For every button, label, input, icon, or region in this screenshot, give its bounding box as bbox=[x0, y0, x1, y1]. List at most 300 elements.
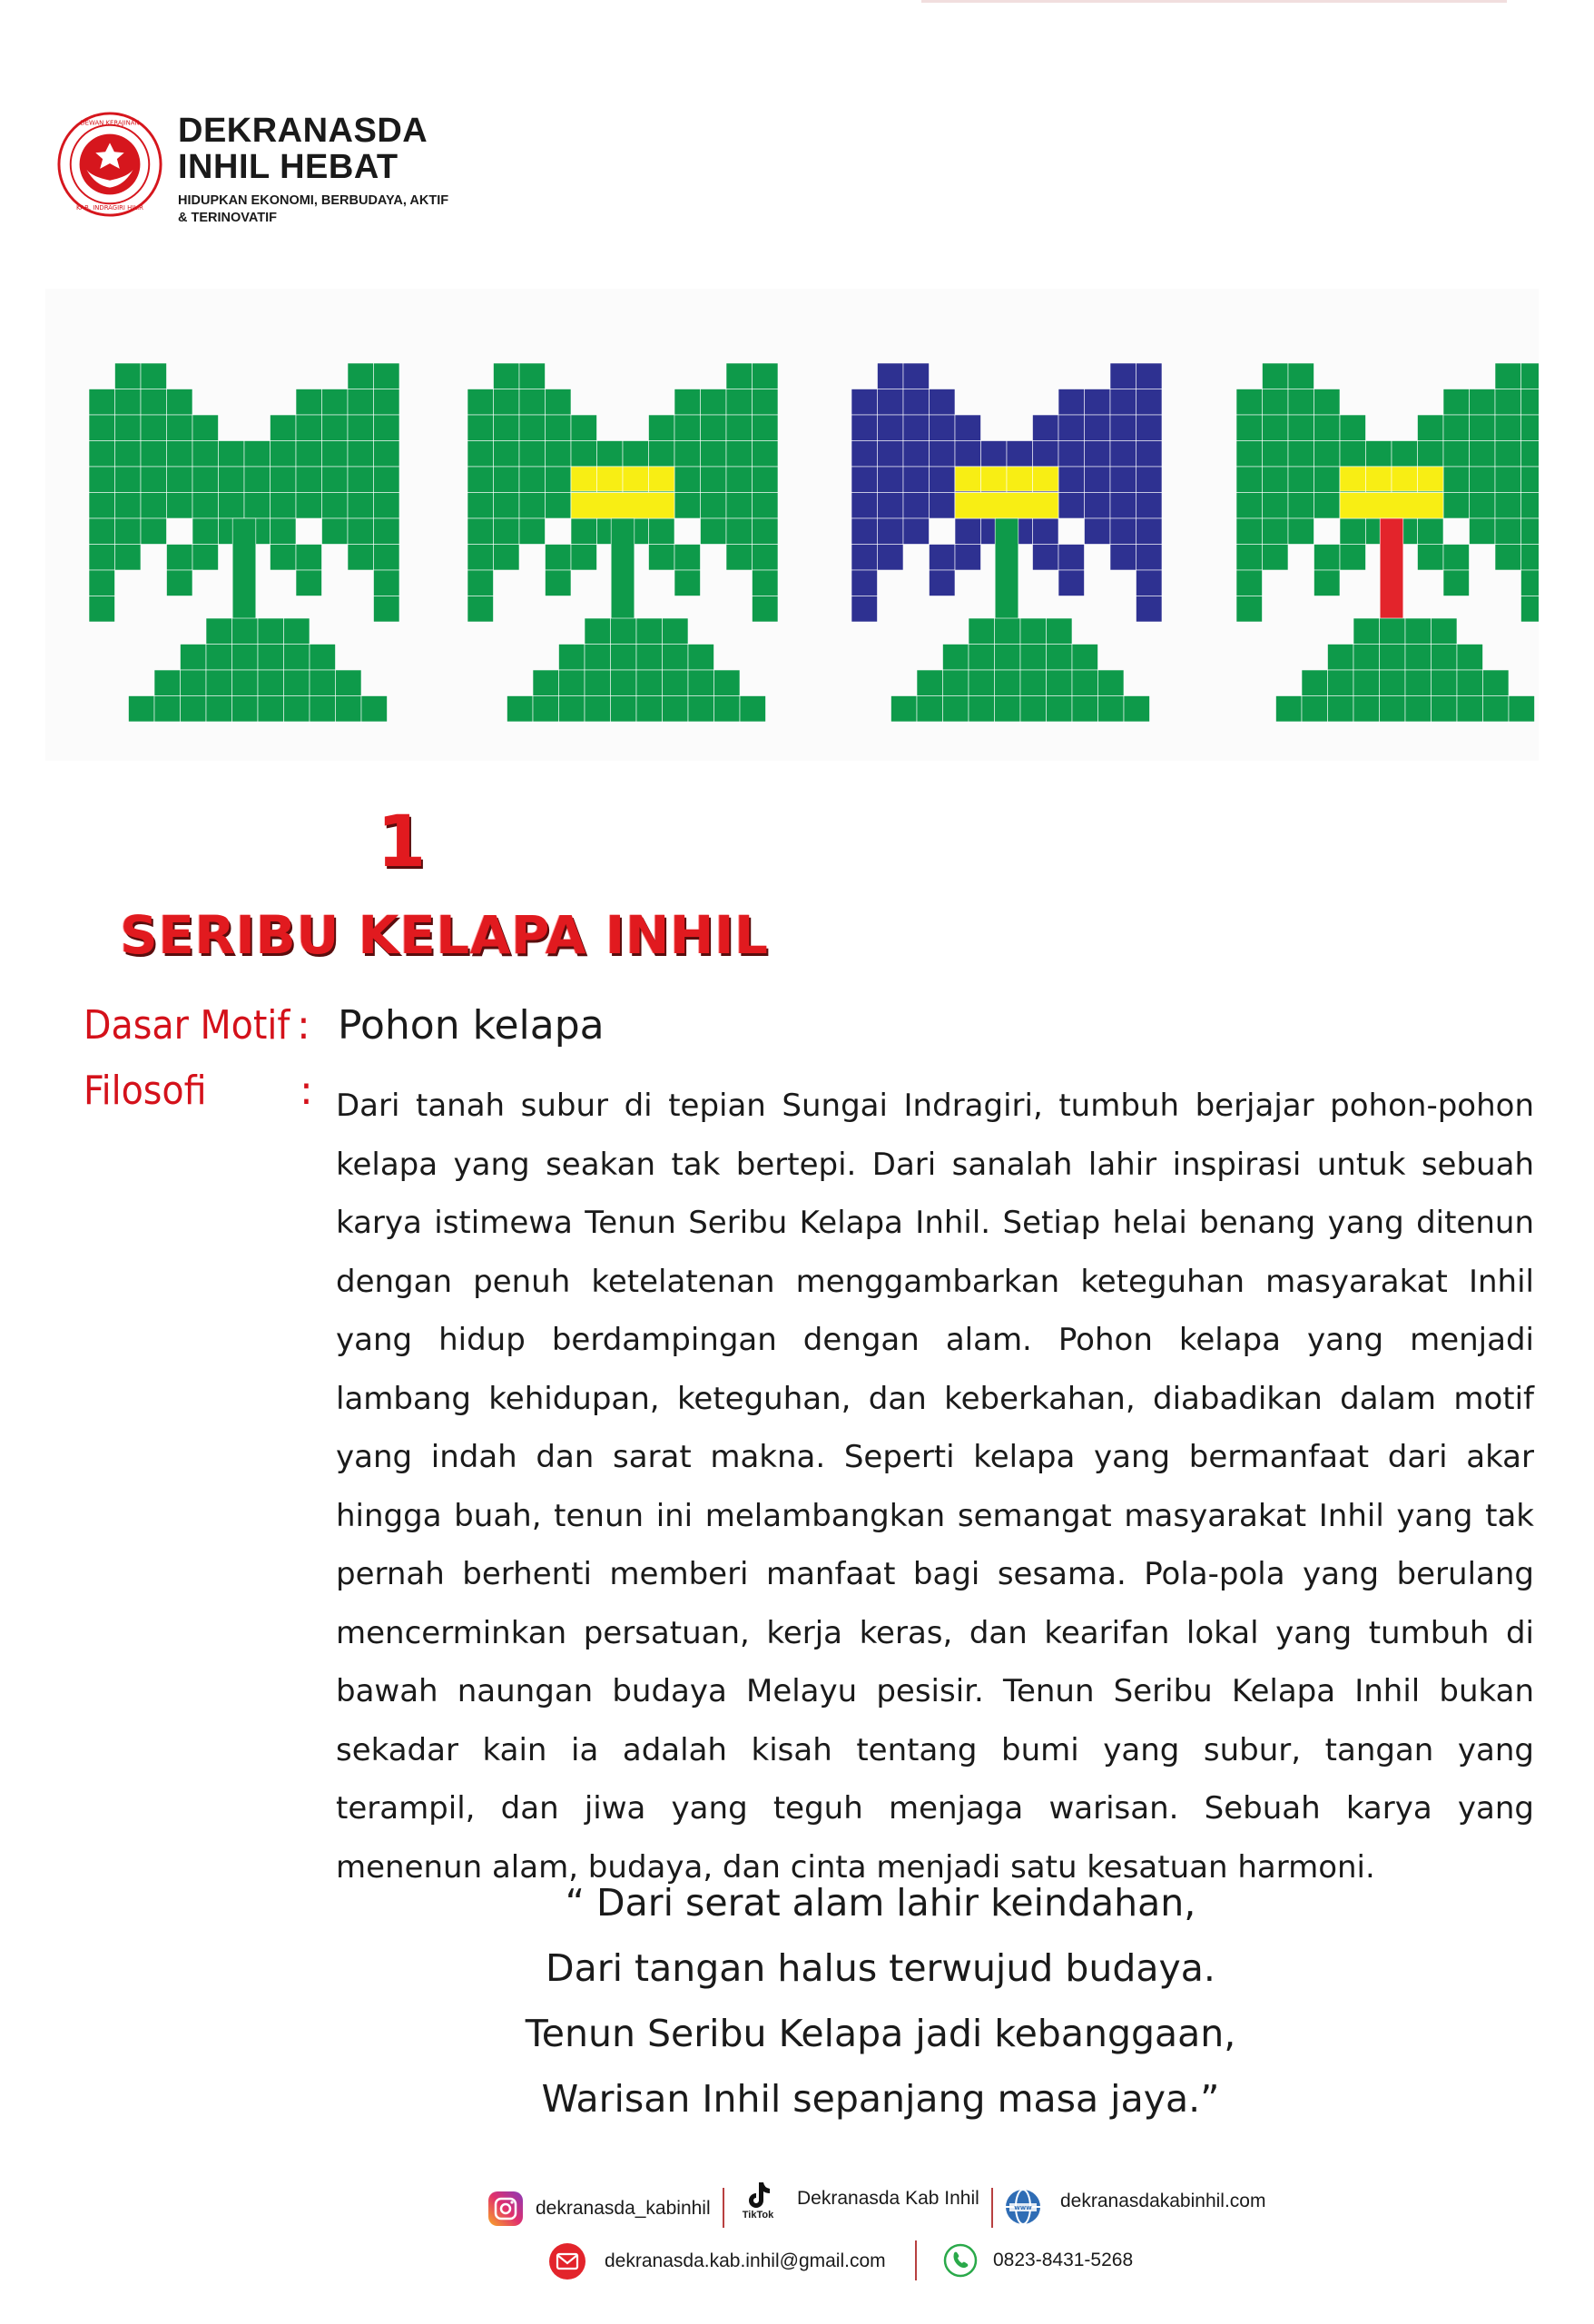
palm-frond-cell bbox=[878, 518, 904, 545]
palm-frond-cell bbox=[726, 545, 753, 571]
phone-contact[interactable] bbox=[942, 2242, 1133, 2279]
palm-frond-cell bbox=[1263, 389, 1289, 416]
palm-frond-cell bbox=[467, 467, 494, 493]
palm-frond-cell bbox=[1418, 415, 1444, 441]
palm-frond-cell bbox=[1058, 493, 1085, 519]
palm-ground-cell bbox=[611, 618, 637, 645]
palm-frond-cell bbox=[219, 493, 245, 519]
palm-ground-cell bbox=[1098, 670, 1125, 696]
palm-frond-cell bbox=[494, 545, 520, 571]
palm-frond-cell bbox=[597, 441, 624, 468]
palm-ground-cell bbox=[1047, 618, 1073, 645]
palm-frond-cell bbox=[348, 467, 374, 493]
palm-frond-cell bbox=[1136, 363, 1163, 389]
palm-frond-cell bbox=[192, 415, 219, 441]
palm-frond-cell bbox=[1443, 493, 1470, 519]
palm-frond-cell bbox=[1033, 415, 1059, 441]
palm-ground-cell bbox=[181, 670, 207, 696]
palm-frond-cell bbox=[89, 570, 115, 596]
palm-frond-cell bbox=[115, 518, 142, 545]
motif-number: 1 bbox=[377, 802, 427, 883]
palm-ground-cell bbox=[361, 696, 388, 723]
palm-frond-cell bbox=[115, 441, 142, 468]
palm-frond-cell bbox=[701, 467, 727, 493]
palm-frond-cell bbox=[571, 545, 597, 571]
palm-frond-cell bbox=[1136, 518, 1163, 545]
palm-frond-cell bbox=[322, 415, 349, 441]
palm-frond-cell bbox=[192, 441, 219, 468]
palm-ground-cell bbox=[917, 670, 943, 696]
palm-frond-cell bbox=[753, 518, 779, 545]
palm-frond-cell bbox=[1136, 441, 1163, 468]
palm-frond-cell bbox=[244, 493, 271, 519]
email-address: dekranasda.kab.inhil@gmail.com bbox=[605, 2250, 886, 2271]
coconut-fruit-cell bbox=[1340, 467, 1366, 491]
website-contact[interactable] bbox=[1002, 2186, 1265, 2228]
palm-frond-cell bbox=[851, 389, 878, 416]
filosofi-colon: : bbox=[300, 1068, 313, 1114]
palm-ground-cell bbox=[1457, 696, 1483, 723]
palm-frond-cell bbox=[1495, 518, 1521, 545]
palm-frond-cell bbox=[467, 389, 494, 416]
palm-frond-cell bbox=[1263, 441, 1289, 468]
palm-ground-cell bbox=[1405, 618, 1432, 645]
palm-frond-cell bbox=[1058, 570, 1085, 596]
palm-frond-cell bbox=[271, 518, 297, 545]
palm-ground-cell bbox=[611, 696, 637, 723]
palm-frond-cell bbox=[1392, 441, 1418, 468]
palm-frond-cell bbox=[1443, 389, 1470, 416]
palm-frond-cell bbox=[1136, 467, 1163, 493]
coconut-fruit-cell bbox=[1418, 467, 1444, 491]
palm-frond-cell bbox=[1418, 441, 1444, 468]
palm-ground-cell bbox=[1405, 670, 1432, 696]
palm-frond-cell bbox=[1314, 467, 1341, 493]
palm-frond-cell bbox=[1470, 441, 1496, 468]
palm-frond-cell bbox=[1033, 441, 1059, 468]
palm-frond-cell bbox=[1521, 441, 1540, 468]
palm-frond-cell bbox=[571, 441, 597, 468]
palm-frond-cell bbox=[141, 363, 167, 389]
palm-frond-cell bbox=[322, 467, 349, 493]
palm-frond-cell bbox=[1110, 441, 1136, 468]
top-accent-line bbox=[921, 0, 1507, 3]
palm-frond-cell bbox=[903, 518, 930, 545]
palm-frond-cell bbox=[467, 570, 494, 596]
palm-ground-cell bbox=[181, 645, 207, 671]
palm-ground-cell bbox=[258, 645, 284, 671]
palm-ground-cell bbox=[1020, 618, 1047, 645]
palm-frond-cell bbox=[467, 493, 494, 519]
palm-frond-cell bbox=[494, 363, 520, 389]
palm-frond-cell bbox=[674, 467, 701, 493]
coconut-fruit-cell bbox=[597, 467, 624, 491]
palm-frond-cell bbox=[903, 441, 930, 468]
palm-frond-cell bbox=[296, 570, 322, 596]
coconut-fruit-cell bbox=[571, 467, 597, 491]
palm-ground-cell bbox=[559, 696, 585, 723]
palm-frond-cell bbox=[1058, 467, 1085, 493]
palm-frond-cell bbox=[467, 545, 494, 571]
palm-frond-cell bbox=[701, 518, 727, 545]
palm-ground-cell bbox=[995, 670, 1021, 696]
palm-frond-cell bbox=[753, 389, 779, 416]
palm-ground-cell bbox=[969, 670, 995, 696]
palm-ground-cell bbox=[1328, 645, 1354, 671]
palm-frond-cell bbox=[1136, 389, 1163, 416]
palm-ground-cell bbox=[1457, 670, 1483, 696]
palm-frond-cell bbox=[878, 545, 904, 571]
palm-frond-cell bbox=[374, 518, 400, 545]
palm-frond-cell bbox=[571, 518, 597, 545]
palm-frond-cell bbox=[467, 518, 494, 545]
palm-frond-cell bbox=[955, 415, 981, 441]
palm-frond-cell bbox=[649, 518, 675, 545]
palm-frond-cell bbox=[1470, 467, 1496, 493]
palm-frond-cell bbox=[271, 441, 297, 468]
palm-ground-cell bbox=[1047, 645, 1073, 671]
palm-frond-cell bbox=[546, 415, 572, 441]
palm-ground-cell bbox=[206, 696, 232, 723]
palm-frond-cell bbox=[167, 493, 193, 519]
palm-ground-cell bbox=[258, 618, 284, 645]
tiktok-caption: TikTok bbox=[742, 2210, 774, 2221]
palm-frond-cell bbox=[519, 363, 546, 389]
poem-line-3: Tenun Seribu Kelapa jadi kebanggaan, bbox=[525, 2012, 1236, 2055]
palm-frond-cell bbox=[348, 363, 374, 389]
palm-ground-cell bbox=[891, 696, 918, 723]
palm-frond-cell bbox=[753, 441, 779, 468]
palm-frond-cell bbox=[851, 518, 878, 545]
palm-ground-cell bbox=[995, 696, 1021, 723]
palm-frond-cell bbox=[1110, 389, 1136, 416]
palm-frond-cell bbox=[322, 441, 349, 468]
palm-ground-cell bbox=[663, 670, 689, 696]
palm-ground-cell bbox=[1380, 670, 1406, 696]
palm-ground-cell bbox=[1509, 696, 1535, 723]
motif-banner bbox=[45, 289, 1539, 761]
palm-frond-cell bbox=[374, 363, 400, 389]
palm-ground-cell bbox=[533, 670, 559, 696]
palm-ground-cell bbox=[258, 696, 284, 723]
palm-frond-cell bbox=[1058, 441, 1085, 468]
coconut-fruit-cell bbox=[1392, 467, 1418, 491]
palm-frond-cell bbox=[1263, 518, 1289, 545]
palm-frond-cell bbox=[1110, 518, 1136, 545]
palm-frond-cell bbox=[701, 389, 727, 416]
palm-ground-cell bbox=[663, 645, 689, 671]
palm-frond-cell bbox=[519, 415, 546, 441]
palm-frond-cell bbox=[89, 596, 115, 623]
palm-frond-cell bbox=[726, 415, 753, 441]
palm-frond-cell bbox=[374, 493, 400, 519]
palm-frond-cell bbox=[271, 545, 297, 571]
palm-ground-cell bbox=[1432, 645, 1458, 671]
svg-text:www: www bbox=[1014, 2204, 1032, 2211]
palm-frond-cell bbox=[851, 545, 878, 571]
org-name-line1: DEKRANASDA bbox=[178, 112, 428, 150]
palm-frond-cell bbox=[141, 493, 167, 519]
palm-frond-cell bbox=[1340, 415, 1366, 441]
coconut-fruit-cell bbox=[1366, 467, 1392, 491]
palm-frond-cell bbox=[1340, 518, 1366, 545]
palm-ground-cell bbox=[1405, 696, 1432, 723]
poem bbox=[508, 1870, 1253, 2132]
palm-frond-cell bbox=[1443, 467, 1470, 493]
palm-frond-cell bbox=[1288, 518, 1314, 545]
palm-frond-cell bbox=[322, 389, 349, 416]
palm-frond-cell bbox=[674, 570, 701, 596]
palm-frond-cell bbox=[903, 493, 930, 519]
palm-frond-cell bbox=[726, 389, 753, 416]
palm-frond-cell bbox=[167, 467, 193, 493]
palm-frond-cell bbox=[623, 441, 649, 468]
footer-divider bbox=[991, 2188, 993, 2228]
palm-ground-cell bbox=[1353, 618, 1380, 645]
palm-frond-cell bbox=[348, 389, 374, 416]
palm-frond-cell bbox=[89, 518, 115, 545]
org-name-line2: INHIL HEBAT bbox=[178, 148, 398, 186]
palm-ground-cell bbox=[1328, 670, 1354, 696]
palm-frond-cell bbox=[1033, 518, 1059, 545]
palm-frond-cell bbox=[1443, 441, 1470, 468]
palm-frond-cell bbox=[115, 493, 142, 519]
palm-ground-cell bbox=[1302, 696, 1328, 723]
palm-frond-cell bbox=[1314, 415, 1341, 441]
palm-frond-cell bbox=[1495, 415, 1521, 441]
palm-frond-cell bbox=[674, 441, 701, 468]
palm-frond-cell bbox=[726, 363, 753, 389]
palm-frond-cell bbox=[348, 493, 374, 519]
palm-ground-cell bbox=[943, 696, 969, 723]
palm-ground-cell bbox=[1047, 670, 1073, 696]
palm-frond-cell bbox=[546, 467, 572, 493]
palm-ground-cell bbox=[1302, 670, 1328, 696]
palm-frond-cell bbox=[903, 389, 930, 416]
palm-ground-cell bbox=[1020, 696, 1047, 723]
palm-frond-cell bbox=[649, 441, 675, 468]
palm-ground-cell bbox=[1072, 645, 1098, 671]
palm-frond-cell bbox=[930, 415, 956, 441]
palm-frond-cell bbox=[1288, 415, 1314, 441]
palm-ground-cell bbox=[1405, 645, 1432, 671]
palm-frond-cell bbox=[167, 441, 193, 468]
palm-frond-cell bbox=[1263, 493, 1289, 519]
palm-frond-cell bbox=[1495, 389, 1521, 416]
palm-frond-cell bbox=[851, 467, 878, 493]
palm-ground-cell bbox=[1098, 696, 1125, 723]
palm-ground-cell bbox=[688, 696, 714, 723]
palm-frond-cell bbox=[903, 415, 930, 441]
palm-ground-cell bbox=[258, 670, 284, 696]
coconut-fruit-cell bbox=[955, 493, 1058, 519]
palm-frond-cell bbox=[296, 545, 322, 571]
palm-ground-cell bbox=[284, 618, 310, 645]
palm-frond-cell bbox=[726, 441, 753, 468]
dekranasda-seal-icon bbox=[56, 111, 163, 218]
palm-ground-cell bbox=[310, 696, 336, 723]
palm-ground-cell bbox=[740, 696, 766, 723]
palm-frond-cell bbox=[1236, 389, 1263, 416]
palm-ground-cell bbox=[1380, 618, 1406, 645]
palm-ground-cell bbox=[943, 645, 969, 671]
org-tagline: HIDUPKAN EKONOMI, BERBUDAYA, AKTIF & TERINOVATIF bbox=[178, 193, 449, 225]
palm-frond-cell bbox=[519, 493, 546, 519]
palm-frond-cell bbox=[930, 570, 956, 596]
palm-frond-cell bbox=[1136, 493, 1163, 519]
palm-frond-cell bbox=[115, 363, 142, 389]
palm-ground-cell bbox=[995, 618, 1021, 645]
instagram-contact[interactable] bbox=[487, 2190, 711, 2228]
palm-frond-cell bbox=[1495, 363, 1521, 389]
palm-frond-cell bbox=[1110, 545, 1136, 571]
palm-frond-cell bbox=[674, 389, 701, 416]
palm-frond-cell bbox=[674, 415, 701, 441]
palm-frond-cell bbox=[519, 389, 546, 416]
palm-frond-cell bbox=[1314, 493, 1341, 519]
palm-ground-cell bbox=[232, 645, 259, 671]
palm-frond-cell bbox=[141, 467, 167, 493]
palm-ground-cell bbox=[585, 618, 611, 645]
palm-frond-cell bbox=[296, 389, 322, 416]
palm-frond-cell bbox=[1110, 467, 1136, 493]
palm-frond-cell bbox=[374, 415, 400, 441]
palm-ground-cell bbox=[636, 618, 663, 645]
palm-ground-cell bbox=[611, 645, 637, 671]
palm-frond-cell bbox=[1521, 518, 1540, 545]
palm-ground-cell bbox=[310, 645, 336, 671]
palm-ground-cell bbox=[1020, 645, 1047, 671]
palm-ground-cell bbox=[917, 696, 943, 723]
tiktok-contact[interactable] bbox=[737, 2181, 979, 2221]
palm-frond-cell bbox=[1236, 415, 1263, 441]
palm-frond-cell bbox=[1521, 570, 1540, 596]
palm-trunk bbox=[232, 518, 256, 622]
email-contact[interactable] bbox=[548, 2242, 886, 2280]
palm-motif-illustration bbox=[45, 289, 1539, 761]
palm-frond-cell bbox=[1136, 596, 1163, 623]
palm-frond-cell bbox=[348, 441, 374, 468]
palm-frond-cell bbox=[494, 389, 520, 416]
palm-frond-cell bbox=[1110, 415, 1136, 441]
palm-ground-cell bbox=[585, 670, 611, 696]
palm-frond-cell bbox=[141, 518, 167, 545]
palm-frond-cell bbox=[1110, 363, 1136, 389]
palm-frond-cell bbox=[244, 467, 271, 493]
palm-frond-cell bbox=[674, 545, 701, 571]
palm-frond-cell bbox=[1236, 545, 1263, 571]
palm-frond-cell bbox=[955, 545, 981, 571]
palm-ground-cell bbox=[636, 670, 663, 696]
palm-ground-cell bbox=[559, 645, 585, 671]
filosofi-paragraph: Dari tanah subur di tepian Sungai Indragiri, tumbuh berjajar pohon-pohon kelapa yang seakan tak bertepi. Dari sanalah lahir inspirasi untuk sebuah karya istimewa Tenun Seribu Kelapa Inhil. Setiap helai benang yang ditenun dengan penuh ketelatenan menggambarkan keteguhan masyarakat Inhil yang hidup berdampingan dengan alam. Pohon kelapa yang menjadi lambang kehidupan, keteguhan, dan keberkahan, diabadikan dalam motif yang indah dan sarat makna. Seperti kelapa yang bermanfaat dari akar hingga buah, tenun ini melambangkan semangat masyarakat Inhil yang tak pernah berhenti memberi manfaat bagi sesama. Pola-pola yang berulang mencerminkan persatuan, kerja keras, dan kearifan lokal yang tumbuh di bawah naungan budaya Melayu pesisir. Tenun Seribu Kelapa Inhil bukan sekadar kain ia adalah kisah tentang bumi yang subur, tangan yang terampil, dan jiwa yang teguh menjaga warisan. Sebuah karya yang menenun alam, budaya, dan cinta menjadi satu kesatuan harmoni. bbox=[336, 1088, 1534, 1886]
palm-ground-cell bbox=[969, 696, 995, 723]
instagram-icon bbox=[487, 2190, 525, 2228]
palm-frond-cell bbox=[1236, 441, 1263, 468]
palm-frond-cell bbox=[1288, 493, 1314, 519]
palm-ground-cell bbox=[1072, 696, 1098, 723]
palm-frond-cell bbox=[753, 493, 779, 519]
palm-ground-cell bbox=[533, 696, 559, 723]
palm-frond-cell bbox=[89, 389, 115, 416]
palm-frond-cell bbox=[1136, 415, 1163, 441]
palm-frond-cell bbox=[519, 518, 546, 545]
palm-ground-cell bbox=[232, 696, 259, 723]
coconut-fruit-cell bbox=[1033, 467, 1059, 491]
palm-frond-cell bbox=[1263, 415, 1289, 441]
palm-frond-cell bbox=[1110, 493, 1136, 519]
palm-frond-cell bbox=[271, 467, 297, 493]
palm-frond-cell bbox=[296, 441, 322, 468]
palm-frond-cell bbox=[1521, 415, 1540, 441]
palm-frond-cell bbox=[1085, 389, 1111, 416]
palm-ground-cell bbox=[1353, 645, 1380, 671]
palm-ground-cell bbox=[232, 618, 259, 645]
palm-frond-cell bbox=[1033, 545, 1059, 571]
palm-frond-cell bbox=[192, 493, 219, 519]
palm-frond-cell bbox=[955, 441, 981, 468]
palm-frond-cell bbox=[1236, 518, 1263, 545]
palm-frond-cell bbox=[878, 441, 904, 468]
palm-frond-cell bbox=[851, 570, 878, 596]
globe-icon bbox=[1002, 2186, 1044, 2228]
palm-ground-cell bbox=[714, 670, 741, 696]
palm-frond-cell bbox=[374, 467, 400, 493]
palm-frond-cell bbox=[1263, 545, 1289, 571]
palm-trunk bbox=[995, 518, 1018, 622]
palm-frond-cell bbox=[1521, 363, 1540, 389]
poem-line-2: Dari tangan halus terwujud budaya. bbox=[546, 1946, 1215, 1990]
palm-frond-cell bbox=[167, 389, 193, 416]
website-url: dekranasdakabinhil.com bbox=[1060, 2191, 1266, 2211]
phone-icon bbox=[942, 2242, 979, 2279]
palm-frond-cell bbox=[1263, 363, 1289, 389]
palm-frond-cell bbox=[348, 518, 374, 545]
palm-frond-cell bbox=[167, 570, 193, 596]
palm-frond-cell bbox=[1470, 415, 1496, 441]
palm-frond-cell bbox=[1288, 441, 1314, 468]
palm-frond-cell bbox=[903, 363, 930, 389]
palm-ground-cell bbox=[154, 696, 181, 723]
palm-frond-cell bbox=[753, 467, 779, 493]
palm-frond-cell bbox=[930, 493, 956, 519]
coconut-fruit-cell bbox=[571, 493, 674, 519]
palm-frond-cell bbox=[753, 570, 779, 596]
palm-ground-cell bbox=[714, 696, 741, 723]
header-logo bbox=[56, 111, 450, 227]
coconut-fruit-cell bbox=[1007, 467, 1033, 491]
palm-ground-cell bbox=[585, 696, 611, 723]
palm-ground-cell bbox=[1380, 696, 1406, 723]
palm-ground-cell bbox=[284, 645, 310, 671]
palm-ground-cell bbox=[284, 670, 310, 696]
palm-ground-cell bbox=[336, 670, 362, 696]
palm-frond-cell bbox=[674, 493, 701, 519]
palm-frond-cell bbox=[903, 467, 930, 493]
palm-frond-cell bbox=[1521, 493, 1540, 519]
palm-ground-cell bbox=[1276, 696, 1303, 723]
palm-frond-cell bbox=[701, 493, 727, 519]
svg-text:DEWAN KERAJINAN: DEWAN KERAJINAN bbox=[80, 119, 140, 127]
palm-frond-cell bbox=[1007, 441, 1033, 468]
palm-frond-cell bbox=[1443, 545, 1470, 571]
palm-frond-cell bbox=[167, 415, 193, 441]
palm-frond-cell bbox=[981, 441, 1008, 468]
palm-frond-cell bbox=[1521, 545, 1540, 571]
motif-title: SERIBU KELAPA INHIL bbox=[120, 904, 769, 966]
palm-ground-cell bbox=[1483, 696, 1510, 723]
palm-frond-cell bbox=[141, 415, 167, 441]
